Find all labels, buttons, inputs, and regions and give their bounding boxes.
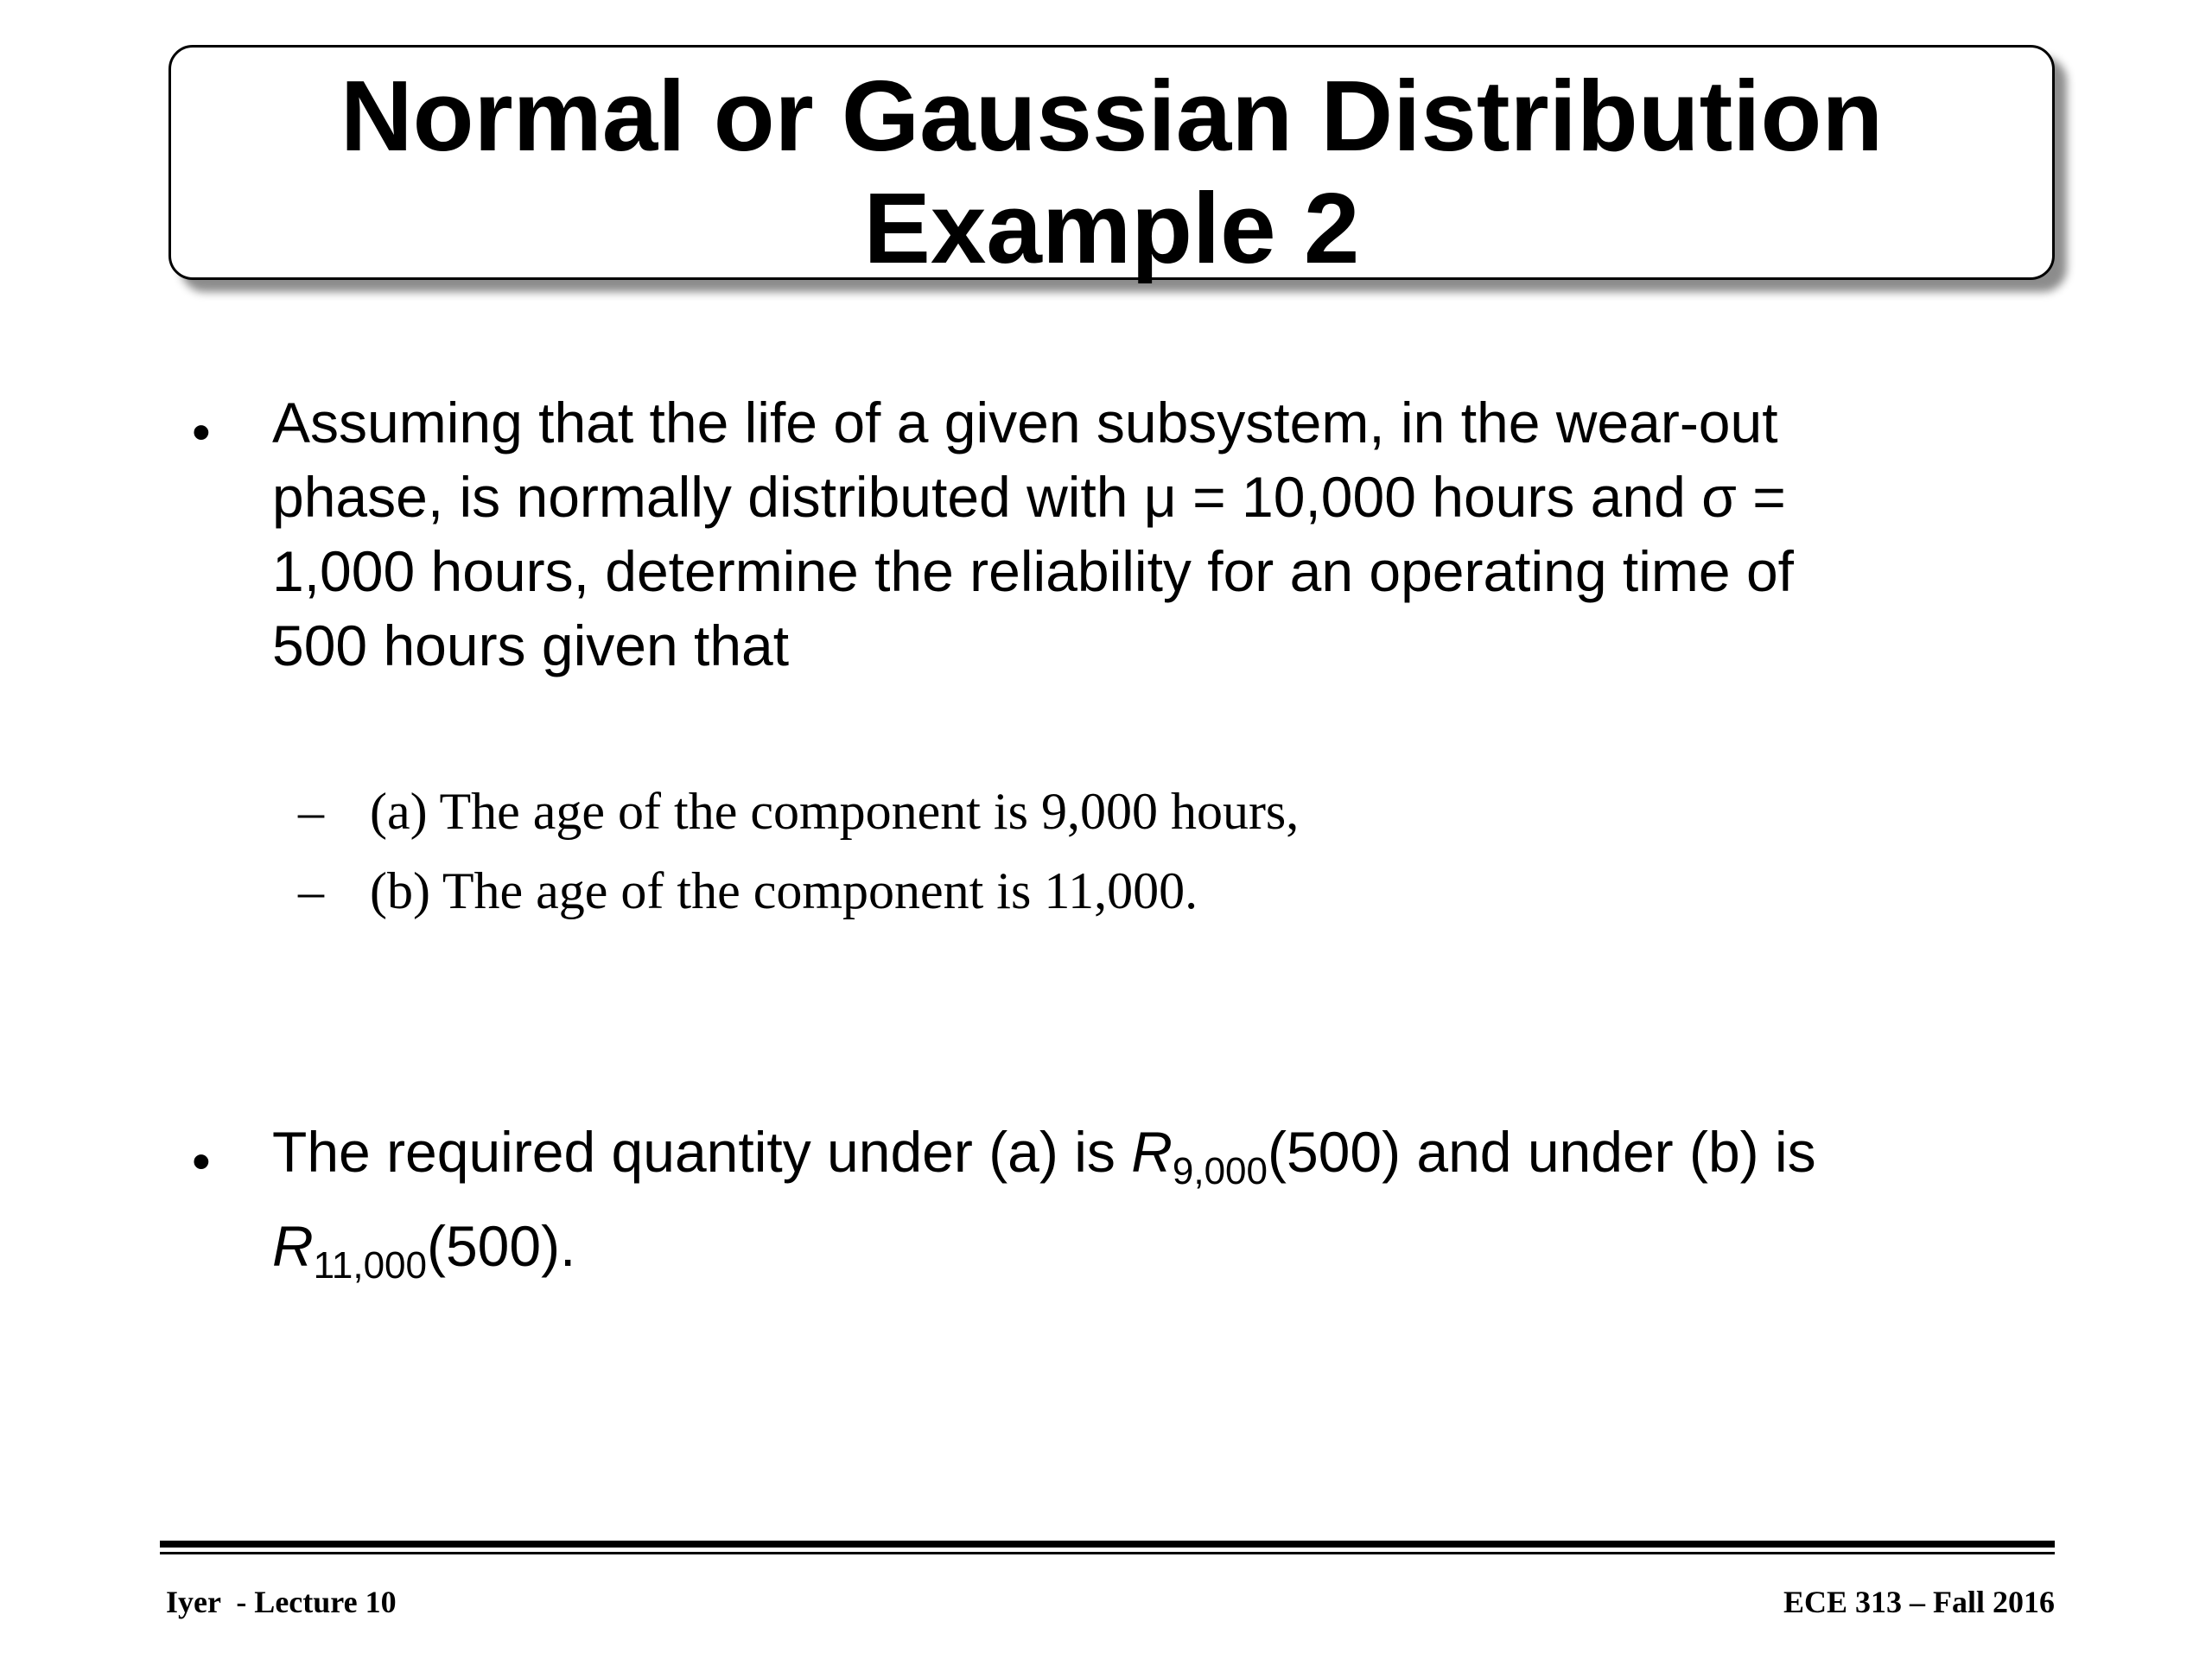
reliability-subscript: 9,000 [1172,1150,1268,1192]
paragraph-line: phase, is normally distributed with μ = 10,000 hours and σ = [272,465,1786,529]
footer-right: ECE 313 – Fall 2016 [1783,1585,2055,1619]
footer-left: Iyer - Lecture 10 [166,1585,397,1619]
paragraph-line [272,1115,2044,1209]
conclusion-text: The required quantity under (a) is [272,1120,1132,1184]
conclusion-text: (500). [426,1214,576,1278]
subitem-a: (a) The age of the component is 9,000 hours, [370,783,1300,840]
subitem-b: (b) The age of the component is 11,000. [370,862,1198,919]
reliability-subscript: 11,000 [313,1244,427,1287]
bullet-marker: • [192,1132,211,1192]
slide-title-line-2: Example 2 [863,172,1360,284]
bullet-marker: • [192,403,211,462]
conclusion-text: (500) and under (b) is [1267,1120,1816,1184]
subitem-marker: – [298,862,324,919]
footer-rule-thick [160,1541,2055,1548]
slide-title-line-1: Normal or Gaussian Distribution [340,60,1884,172]
footer-rule-thin [160,1552,2055,1554]
paragraph-line: Assuming that the life of a given subsystem, in the wear-out [272,391,1778,454]
slide-title-box [168,45,2055,284]
reliability-symbol: R [1131,1120,1173,1184]
paragraph-line: 1,000 hours, determine the reliability for an operating time of [272,539,1794,603]
bullet-paragraph-problem [272,385,2044,683]
paragraph-line: 500 hours given that [272,613,790,677]
reliability-symbol: R [272,1214,314,1278]
bullet-paragraph-conclusion [272,1115,2044,1303]
subitem-marker: – [298,783,324,840]
paragraph-line [272,1209,2044,1303]
